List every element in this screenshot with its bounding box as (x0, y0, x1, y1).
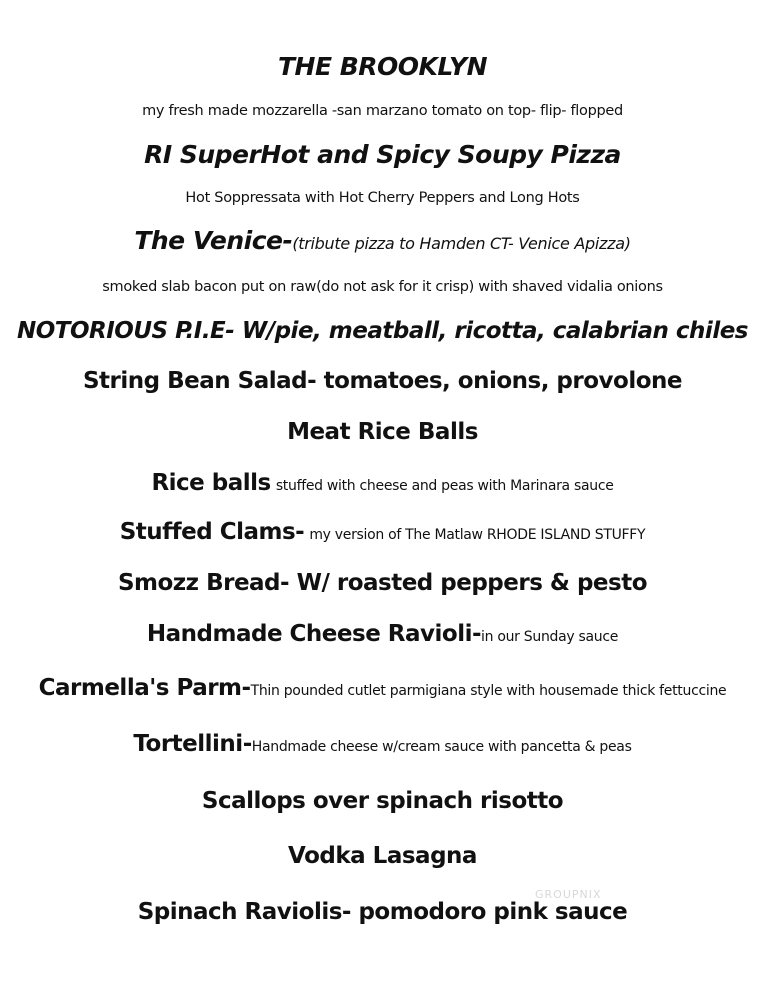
menu-item-title: Spinach Raviolis- pomodoro pink sauce (137, 899, 628, 925)
menu-item-title: Meat Rice Balls (287, 419, 478, 445)
menu-item-description: smoked slab bacon put on raw(do not ask for it crisp) with shaved vidalia onions (102, 279, 663, 295)
menu-item-description: Hot Soppressata with Hot Cherry Peppers and Long Hots (185, 190, 580, 206)
watermark: GROUPNIX (535, 888, 602, 901)
menu-item-title: RI SuperHot and Spicy Soupy Pizza (144, 140, 621, 169)
menu-item-title: Vodka Lasagna (288, 843, 477, 869)
menu-item-row (0, 521, 765, 544)
menu-item-title: Stuffed Clams- (119, 519, 305, 545)
menu-item-title: Smozz Bread- W/ roasted peppers & pesto (117, 570, 648, 596)
menu-item-title: THE BROOKLYN (277, 52, 487, 81)
menu-item-title: NOTORIOUS P.I.E- W/pie, meatball, ricotta, calabrian chiles (16, 318, 748, 344)
menu-item-row (0, 733, 765, 756)
menu-item-title: Handmade Cheese Ravioli- (146, 621, 482, 647)
menu-item-subtitle: (tribute pizza to Hamden CT- Venice Apizza) (292, 234, 631, 253)
menu-item-subtitle: Thin pounded cutlet parmigiana style with housemade thick fettuccine (250, 683, 727, 699)
menu-item-title: Carmella's Parm- (38, 675, 251, 701)
menu-item-subtitle: Handmade cheese w/cream sauce with pancetta & peas (251, 739, 632, 755)
menu-item-title: String Bean Salad- tomatoes, onions, provolone (82, 368, 682, 394)
menu-item-row (0, 623, 765, 646)
menu-item-title: The Venice- (134, 226, 293, 255)
menu-item-subtitle: stuffed with cheese and peas with Marinara sauce (275, 478, 614, 494)
menu-item-row (0, 472, 765, 495)
menu-item-subtitle: in our Sunday sauce (481, 629, 619, 645)
menu-item-row (0, 228, 765, 253)
menu-item-title: Scallops over spinach risotto (201, 788, 564, 814)
menu-item-title: Rice balls (151, 470, 271, 496)
menu-item-subtitle: my version of The Matlaw RHODE ISLAND STUFFY (309, 527, 646, 543)
menu-item-title: Tortellini- (133, 731, 252, 757)
menu-item-description: my fresh made mozzarella -san marzano tomato on top- flip- flopped (142, 103, 623, 119)
menu-item-row (0, 677, 765, 700)
